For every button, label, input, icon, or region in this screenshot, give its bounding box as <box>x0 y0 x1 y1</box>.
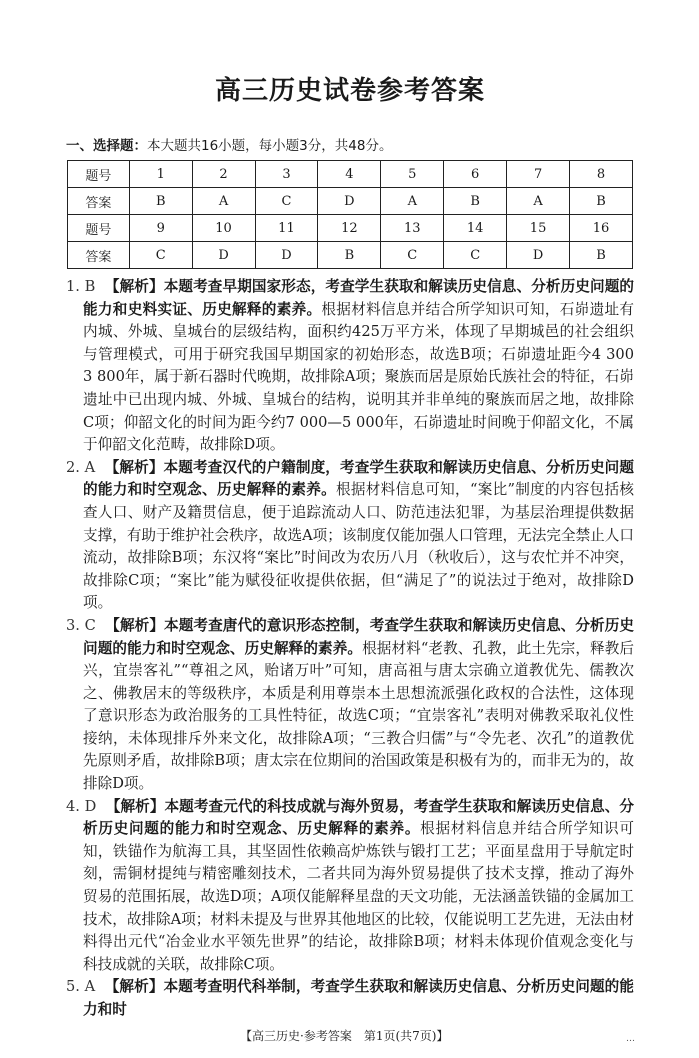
table-cell: 11 <box>255 215 318 242</box>
table-row <box>68 242 633 269</box>
row-header: 题号 <box>68 215 130 242</box>
answer-item <box>66 615 634 796</box>
table-cell: 8 <box>570 161 633 188</box>
section-label: 一、选择题： <box>66 138 147 154</box>
table-cell: D <box>318 188 381 215</box>
table-cell: 2 <box>192 161 255 188</box>
table-row <box>68 188 633 215</box>
section-description: 本大题共16小题，每小题3分，共48分。 <box>147 138 393 154</box>
table-cell: A <box>192 188 255 215</box>
row-header: 答案 <box>68 242 130 269</box>
table-cell: 12 <box>318 215 381 242</box>
table-cell: 16 <box>570 215 633 242</box>
table-cell: A <box>381 188 444 215</box>
table-cell: 7 <box>507 161 570 188</box>
answer-item <box>66 796 634 977</box>
answer-item <box>66 976 634 1021</box>
table-cell: B <box>444 188 507 215</box>
table-cell: D <box>255 242 318 269</box>
analysis-heading: 【解析】本题考查汉代的户籍制度，考查学生获取和解读历史信息、分析历史问题的能力和时空观念、历史解释的素养。 <box>83 458 634 499</box>
answer-item <box>66 276 649 457</box>
table-cell: A <box>507 188 570 215</box>
answer-table <box>67 160 633 269</box>
analysis-heading: 【解析】本题考查明代科举制，考查学生获取和解读历史信息、分析历史问题的能力和时 <box>83 978 634 1018</box>
answer-number: 4. D <box>66 797 97 815</box>
analysis-text: 根据材料“老教、孔教，此土先宗，释教后兴，宜崇客礼”“尊祖之风，贻诸万叶”可知，唐高祖与唐太宗确立道教优先、儒教次之、佛教居末的等级秩序，本质是利用尊崇本土思想流派强化政权的合法性，这体现了意识形态为政治服务的工具性特征，故选C项；“宜崇客礼”表明对佛教采取礼仪性接纳，未体现排斥外来文化，故排除A项；“三教合归儒”与“令先老、次孔”的道教优先原则矛盾，故排除B项；唐太宗在位期间的治国政策是积极有为的，而非无为的，故排除D项。 <box>83 639 634 793</box>
table-cell: B <box>570 188 633 215</box>
answer-number: 2. A <box>66 458 96 476</box>
table-cell: 10 <box>192 215 255 242</box>
table-cell: B <box>570 242 633 269</box>
table-cell: 1 <box>129 161 192 188</box>
corner-mark: … <box>626 1033 635 1044</box>
table-cell: 3 <box>255 161 318 188</box>
answer-number: 3. C <box>66 616 96 634</box>
footer-area <box>66 1028 634 1058</box>
answer-item <box>66 457 634 615</box>
table-cell: B <box>318 242 381 269</box>
table-cell: 15 <box>507 215 570 242</box>
analysis-heading: 【解析】本题考查早期国家形态，考查学生获取和解读历史信息、分析历史问题的能力和史料实证、历史解释的素养。 <box>83 278 634 318</box>
analysis-text: 根据材料信息并结合所学知识可知，石峁遗址有内城、外城、皇城台的层级结构，面积约425万平方米，体现了早期城邑的社会组织与管理模式，可用于研究我国早期国家的初始形态，故选B项；石峁遗址距今4 300 3 800年，属于新石器时代晚期，故排除A项；聚族而居是原始氏族社会的特征，石峁遗址中已出现内城、外城、皇城台的结构，说明其并非单纯的聚族而居之地，故排除C项；仰韶文化的时间为距今约7 000—5 000年，石峁遗址时间晚于仰韶文化，不属于仰韶文化范畴，故排除D项。 <box>83 300 649 454</box>
table-cell: C <box>444 242 507 269</box>
table-cell: 5 <box>381 161 444 188</box>
row-header: 答案 <box>68 188 130 215</box>
table-cell: B <box>129 188 192 215</box>
page-title: 高三历史试卷参考答案 <box>214 76 485 106</box>
table-cell: 9 <box>129 215 192 242</box>
table-cell: C <box>129 242 192 269</box>
analysis-heading: 【解析】本题考查元代的科技成就与海外贸易，考查学生获取和解读历史信息、分析历史问题的能力和时空观念、历史解释的素养。 <box>83 797 635 838</box>
section-heading <box>66 136 634 156</box>
table-cell: 4 <box>318 161 381 188</box>
table-cell: 13 <box>381 215 444 242</box>
table-row <box>68 161 633 188</box>
analysis-text: 根据材料信息并结合所学知识可知，铁锚作为航海工具，其坚固性依赖高炉炼铁与锻打工艺；平面星盘用于导航定时刻，需铜材提纯与精密雕刻技术，二者共同为海外贸易提供了技术支撑，推动了海外贸易的范围拓展，故选D项；A项仅能解释星盘的天文功能，无法涵盖铁锚的金属加工技术，故排除A项；材料未提及与世界其他地区的比较，仅能说明工艺先进，无法由材料得出元代“冶金业水平领先世界”的结论，故排除B项；材料未体现价值观念变化与科技成就的关联，故排除C项。 <box>83 820 634 973</box>
analysis-heading: 【解析】本题考查唐代的意识形态控制，考查学生获取和解读历史信息、分析历史问题的能力和时空观念、历史解释的素养。 <box>83 616 634 657</box>
answer-explanations <box>66 276 649 1022</box>
page-footer: 【高三历史·参考答案 第1页(共7页)】 <box>240 1028 449 1043</box>
analysis-text: 根据材料信息可知，“案比”制度的内容包括核查人口、财产及籍贯信息，便于追踪流动人口、防范违法犯罪，为基层治理提供数据支撑，有助于维护社会秩序，故选A项；该制度仅能加强人口管理，无法完全禁止人口流动，故排除B项；东汉将“案比”时间改为农历八月（秋收后），这与农忙并不冲突，故排除C项；“案比”能为赋役征收提供依据，但“满足了”的说法过于绝对，故排除D项。 <box>83 481 634 612</box>
table-cell: C <box>381 242 444 269</box>
answer-number: 5. A <box>66 978 96 996</box>
table-cell: C <box>255 188 318 215</box>
table-row <box>68 215 633 242</box>
table-cell: D <box>192 242 255 269</box>
answer-number: 1. B <box>66 278 96 295</box>
row-header: 题号 <box>68 161 130 188</box>
table-cell: 14 <box>444 215 507 242</box>
table-cell: D <box>507 242 570 269</box>
table-cell: 6 <box>444 161 507 188</box>
